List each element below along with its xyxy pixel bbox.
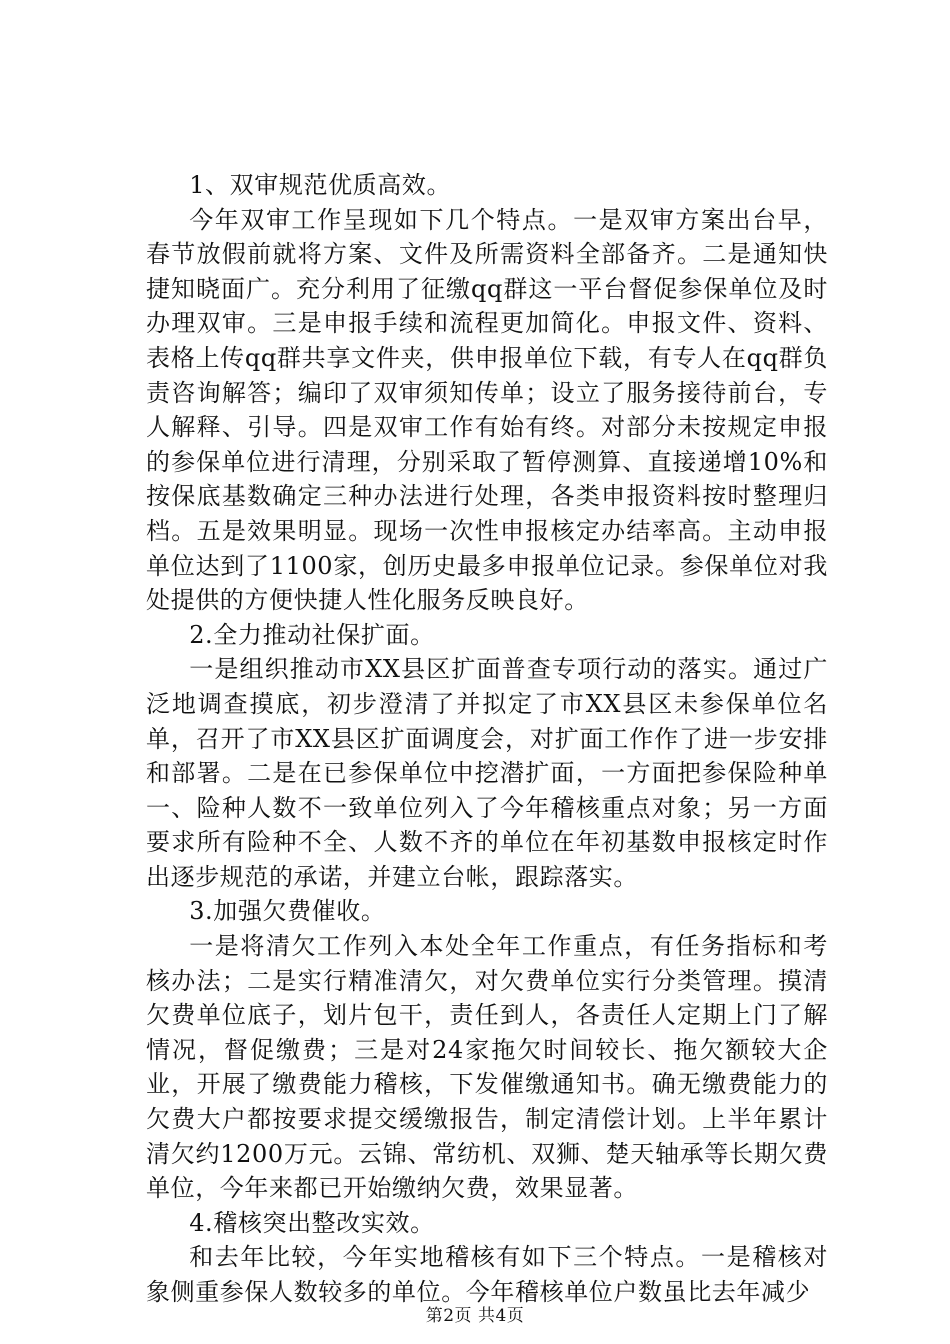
page-footer: 第2页 共4页 — [425, 1306, 525, 1326]
section-heading-3: 3.加强欠费催收。 — [189, 897, 386, 926]
section-heading-1: 1、双审规范优质高效。 — [189, 171, 452, 199]
document-body — [146, 168, 828, 1310]
section-paragraph-2: 一是组织推动市XX县区扩面普查专项行动的落实。通过广泛地调查摸底，初步澄清了并拟定了市XX县区未参保单位名单，召开了市XX县区扩面调度会，对扩面工作作了进一步安排和部署。二是在已参保单位中挖潜扩面，一方面把参保险种单一、险种人数不一致单位列入了今年稽核重点对象；另一方面要求所有险种不全、人数不齐的单位在年初基数申报核定时作出逐步规范的承诺，并建立台帐，跟踪落实。 — [146, 655, 828, 891]
section-paragraph-4: 和去年比较，今年实地稽核有如下三个特点。一是稽核对象侧重参保人数较多的单位。今年稽核单位户数虽比去年减少 — [146, 1243, 828, 1306]
section-heading-2: 2.全力推动社保扩面。 — [189, 620, 435, 649]
section-paragraph-1: 今年双审工作呈现如下几个特点。一是双审方案出台早，春节放假前就将方案、文件及所需资料全部备齐。二是通知快捷知晓面广。充分利用了征缴qq群这一平台督促参保单位及时办理双审。三是申报手续和流程更加简化。申报文件、资料、表格上传qq群共享文件夹，供申报单位下载，有专人在qq群负责咨询解答；编印了双审须知传单；设立了服务接待前台，专人解释、引导。四是双审工作有始有终。对部分未按规定申报的参保单位进行清理，分别采取了暂停测算、直接递增10%和按保底基数确定三种办法进行处理，各类申报资料按时整理归档。五是效果明显。现场一次性申报核定办结率高。主动申报单位达到了1100家，创历史最多申报单位记录。参保单位对我处提供的方便快捷人性化服务反映良好。 — [146, 205, 828, 615]
section-heading-4: 4.稽核突出整改实效。 — [189, 1208, 435, 1237]
section-paragraph-3: 一是将清欠工作列入本处全年工作重点，有任务指标和考核办法；二是实行精准清欠，对欠费单位实行分类管理。摸清欠费单位底子，划片包干，责任到人，各责任人定期上门了解情况，督促缴费；三是对24家拖欠时间较长、拖欠额较大企业，开展了缴费能力稽核，下发催缴通知书。确无缴费能力的欠费大户都按要求提交缓缴报告，制定清偿计划。上半年累计清欠约1200万元。云锦、常纺机、双狮、楚天轴承等长期欠费单位，今年来都已开始缴纳欠费，效果显著。 — [146, 932, 828, 1203]
